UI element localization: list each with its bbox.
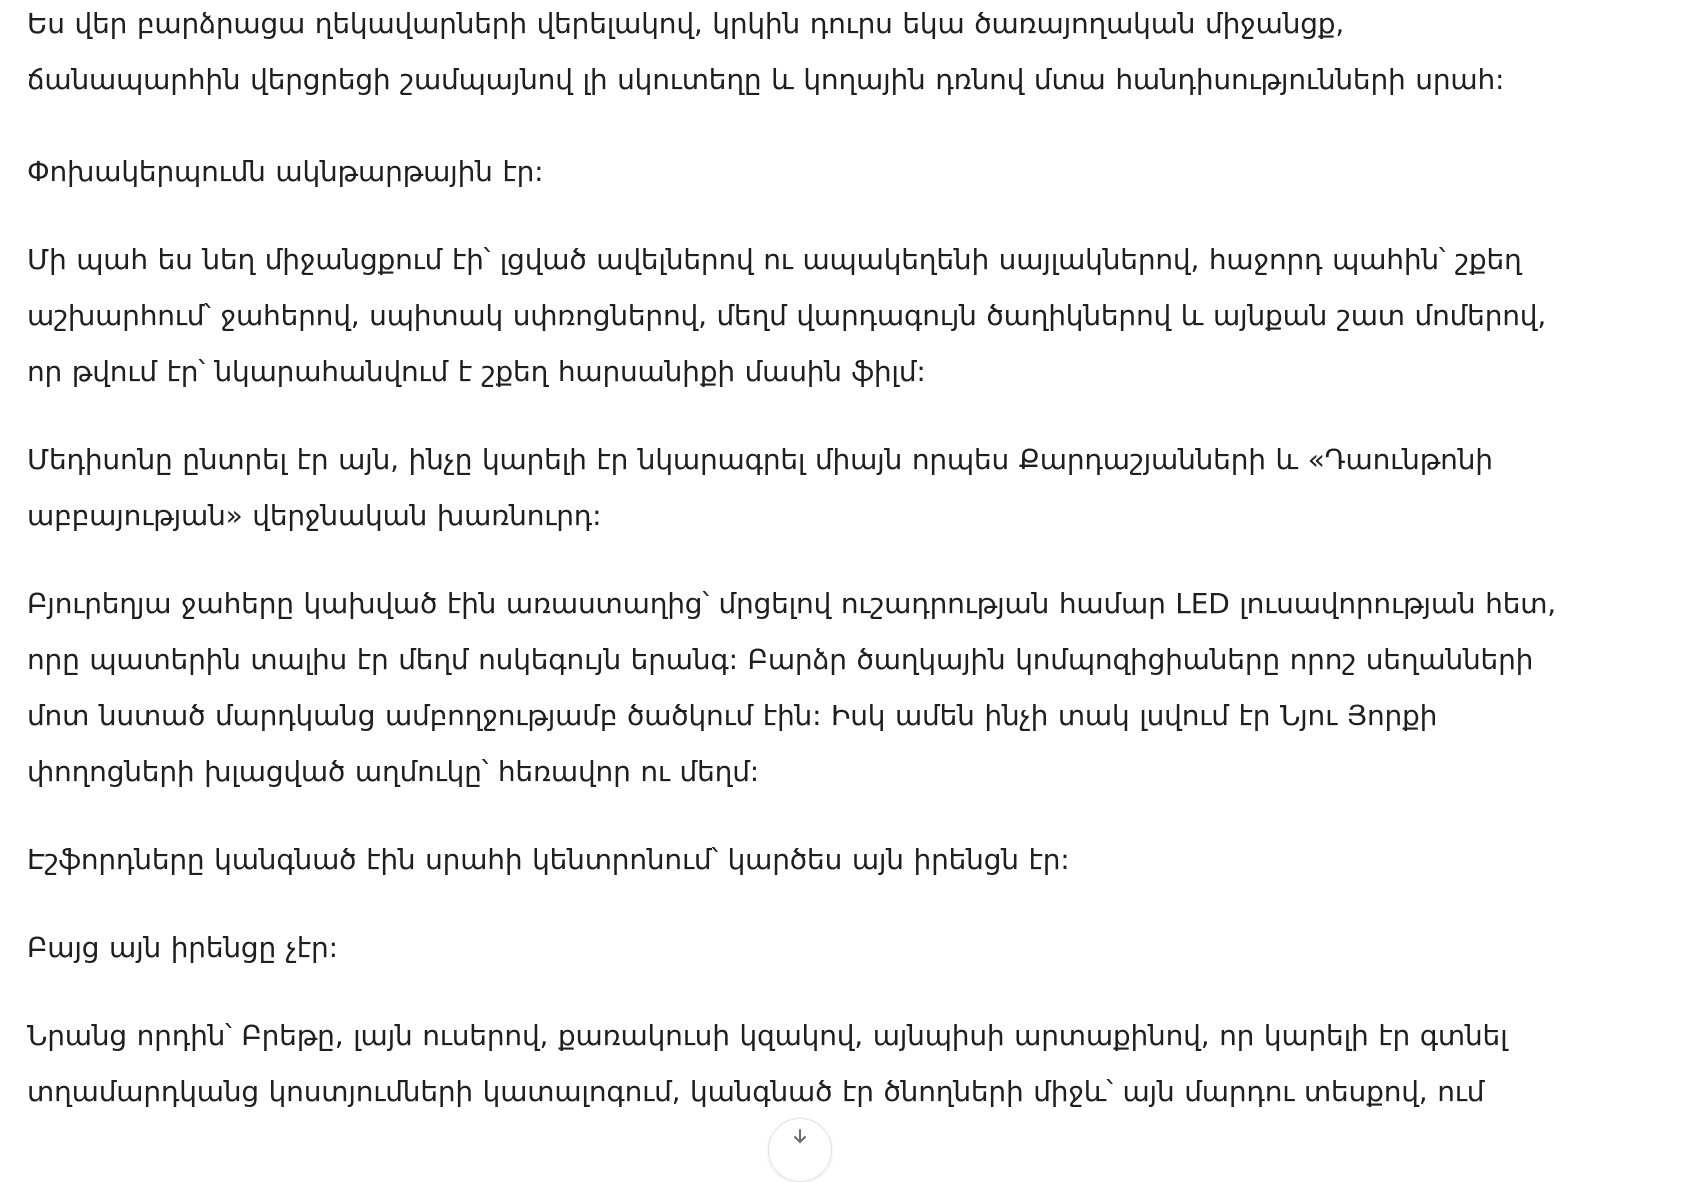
paragraph: Փոխակերպումն ակնթարթային էր: [27,155,544,188]
paragraph: Նրանց որդին՝ Բրեթը, լայն ուսերով, քառակուսի կզակով, այնպիսի արտաքինով, որ կարելի էր գտնել տղամարդկանց կոստյումների կատալոգում, կանգնած էր ծնողների միջև՝ այն մարդու տեսքով, ում [27,1019,1508,1108]
paragraph: Բայց այն իրենցը չէր: [27,931,338,964]
scroll-down-button[interactable] [768,1118,832,1182]
paragraph: Մի պահ ես նեղ միջանցքում էի՝ լցված ավելներով ու ապակեղենի սայլակներով, հաջորդ պահին՝ շքեղ աշխարհում՝ ջահերով, սպիտակ սփռոցներով, մեղմ վարդագույն ծաղիկներով և այնքան շատ մոմերով, որ թվում էր՝ նկարահանվում է շքեղ հարսանիքի մասին ֆիլմ: [27,243,1547,388]
paragraph: Ես վեր բարձրացա ղեկավարների վերելակով, կրկին դուրս եկա ծառայողական միջանցք, ճանապարհին վերցրեցի շամպայնով լի սկուտեղը և կողային դռնով մտա հանդիսությունների սրահ: [27,7,1505,96]
chevron-down-icon [790,1127,810,1147]
paragraph: Էշֆորդները կանգնած էին սրահի կենտրոնում՝ կարծես այն իրենցն էր: [27,843,1070,876]
document-body [27,0,1567,1152]
paragraph: Բյուրեղյա ջահերը կախված էին առաստաղից՝ մրցելով ուշադրության համար LED լուսավորության հետ, որը պատերին տալիս էր մեղմ ոսկեգույն երանգ: Բարձր ծաղկային կոմպոզիցիաները որոշ սեղանների մոտ նստած մարդկանց ամբողջությամբ ծածկում էին: Իսկ ամեն ինչի տակ լսվում էր Նյու Յորքի փողոցների խլացված աղմուկը՝ հեռավոր ու մեղմ: [27,587,1557,788]
paragraph: Մեդիսոնը ընտրել էր այն, ինչը կարելի էր նկարագրել միայն որպես Քարդաշյանների և «Դաունթոնի աբբայության» վերջնական խառնուրդ: [27,443,1493,532]
